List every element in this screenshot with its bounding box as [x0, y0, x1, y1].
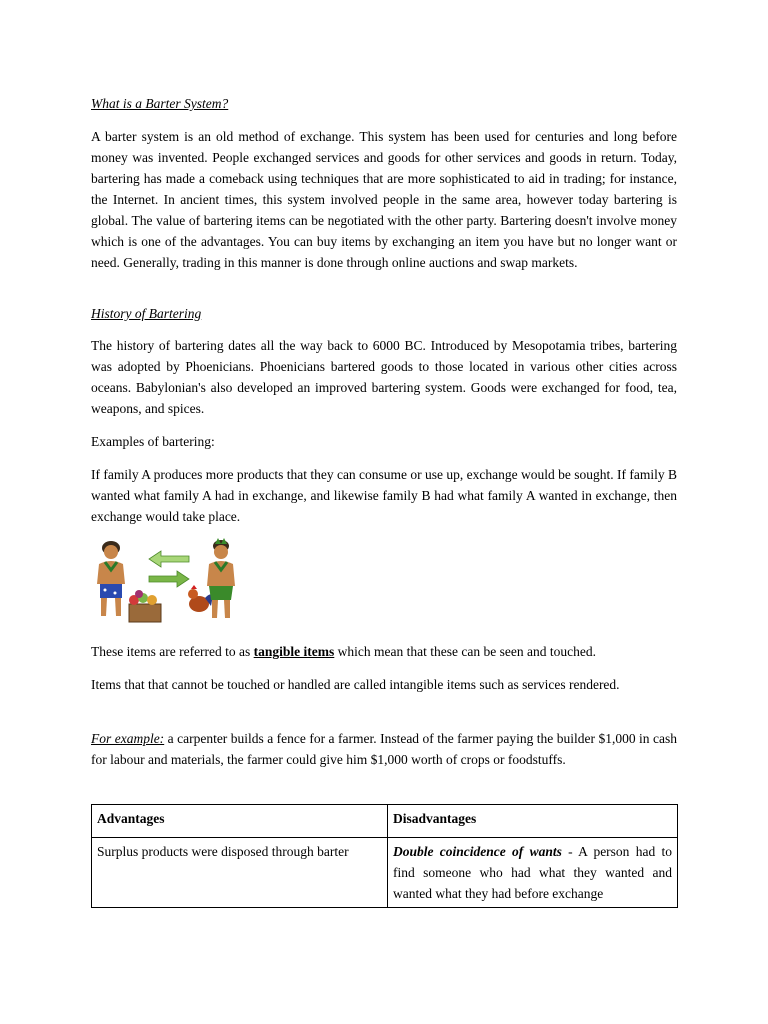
examples-intro: Examples of bartering: — [91, 434, 215, 449]
paragraph-intangible: Items that that cannot be touched or handled are called intangible items such as services rendered. — [91, 677, 620, 692]
tangible-text-after: which mean that these can be seen and touched. — [334, 644, 596, 659]
example-carpenter-text: a carpenter builds a fence for a farmer. Instead of the farmer paying the builder $1,000 in cash for labour and materials, the farmer could give him $1,000 worth of crops or foodstuffs. — [91, 731, 677, 767]
header-disadvantages: Disadvantages — [388, 805, 678, 838]
table-row — [92, 838, 678, 908]
heading-history: History of Bartering — [91, 306, 202, 321]
barter-exchange-icon — [91, 534, 251, 626]
tangible-text-before: These items are referred to as — [91, 644, 254, 659]
table-header-row — [92, 805, 678, 838]
paragraph-barter-definition: A barter system is an old method of exchange. This system has been used for centuries and long before money was invented. People exchanged services and goods for other services and goods in return. Today, bartering has made a comeback using techniques that are more sophisticated to aid in trading; for instance, the Internet. In ancient times, this system involved people in the same area, however today bartering is global. The value of bartering items can be negotiated with the other party. Bartering doesn't involve money which is one of the advantages. You can buy items by exchanging an item you have but no longer want or need. Generally, trading in this manner is done through online auctions and swap markets. — [91, 129, 677, 270]
paragraph-history: The history of bartering dates all the way back to 6000 BC. Introduced by Mesopotamia tribes, bartering was adopted by Phoenicians. Phoenicians bartered goods to those located in various other cities across oceans. Babylonian's also developed an improved bartering system. Goods were exchanged for food, tea, weapons, and spices. — [91, 338, 677, 416]
heading-barter-system: What is a Barter System? — [91, 96, 229, 111]
disadvantage-term: Double coincidence of wants — [393, 844, 562, 859]
paragraph-example-carpenter — [91, 728, 677, 770]
paragraph-examples: If family A produces more products that they can consume or use up, exchange would be sought. If family B wanted what family A had in exchange, and likewise family B had what family A wanted in exchange, then exchange would take place. — [91, 467, 677, 524]
header-advantages: Advantages — [92, 805, 388, 838]
disadvantage-text: - A person had to find someone who had what they wanted and wanted what they had before exchange — [393, 844, 672, 901]
advantages-disadvantages-table — [91, 804, 678, 908]
paragraph-tangible — [91, 641, 677, 662]
tangible-items-term: tangible items — [253, 644, 335, 659]
for-example-label: For example: — [91, 731, 165, 746]
disadvantage-cell — [388, 838, 678, 908]
advantage-cell: Surplus products were disposed through barter — [92, 838, 388, 908]
